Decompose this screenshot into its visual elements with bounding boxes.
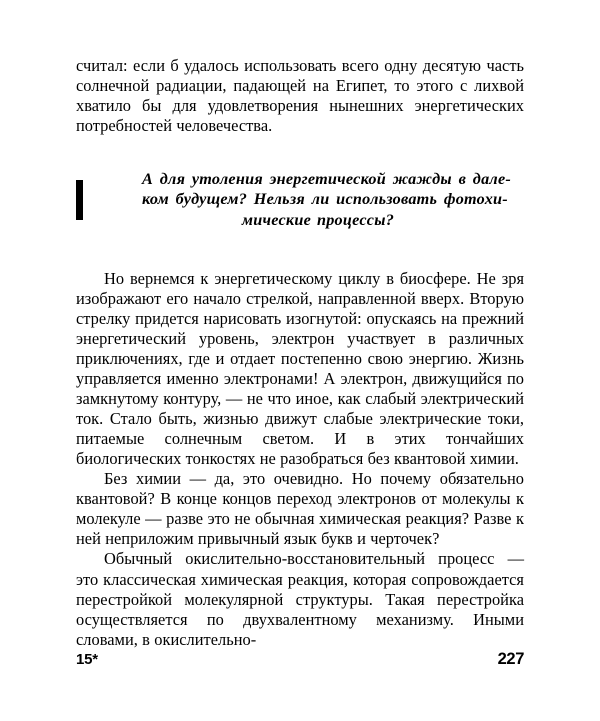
vertical-bar-icon — [76, 180, 83, 220]
paragraph-2: Без химии — да, это очевидно. Но почему обязательно квантовой? В конце концов переход электронов от молекулы к молекуле — разве это не обычная химическая реакция? Разве к ней неприложим привычный язык букв и черточек? — [76, 469, 524, 549]
callout-line-1: А для утоления энергетической жажды в дале- — [142, 170, 512, 189]
callout-line-2: ком будущем? Нельзя ли использовать фотохи- — [142, 190, 508, 209]
paragraph-1: Но вернемся к энергетическому циклу в биосфере. Не зря изображают его начало стрелкой, направленной вверх. Вторую стрелку придется нарисовать изогнутой: опускаясь на прежний энергетический уровень, электрон участвует в различных приключениях, где и отдает постепенно свою энергию. Жизнь управляется именно электронами! А электрон, движущийся по замкнутому контуру, — не что иное, как слабый электрический ток. Стало быть, жизнью движут слабые электрические токи, питаемые солнечным светом. И в этих тончайших биологических тонкостях не разобраться без квантовой химии. — [76, 268, 524, 469]
callout-question — [76, 169, 524, 230]
page-number: 227 — [497, 650, 524, 668]
spacer-after-callout — [76, 230, 524, 269]
callout-line-3: мические процессы? — [241, 210, 395, 229]
page-footer — [76, 650, 524, 669]
page-text-block — [76, 56, 524, 650]
paragraph-continued: считал: если б удалось использовать всего одну десятую часть солнечной радиации, падающей на Египет, то этого с лихвой хватило бы для удовлетворения нынешних энергетических потребностей человечества. — [76, 56, 524, 136]
spacer-before-callout — [76, 136, 524, 169]
signature-mark: 15* — [76, 651, 98, 668]
paragraph-3: Обычный окислительно-восстановительный процесс — это классическая химическая реакция, которая сопровождается перестройкой молекулярной структуры. Такая перестройка осуществляется по двухвалентному механизму. Иными словами, в окислительно- — [76, 549, 524, 649]
